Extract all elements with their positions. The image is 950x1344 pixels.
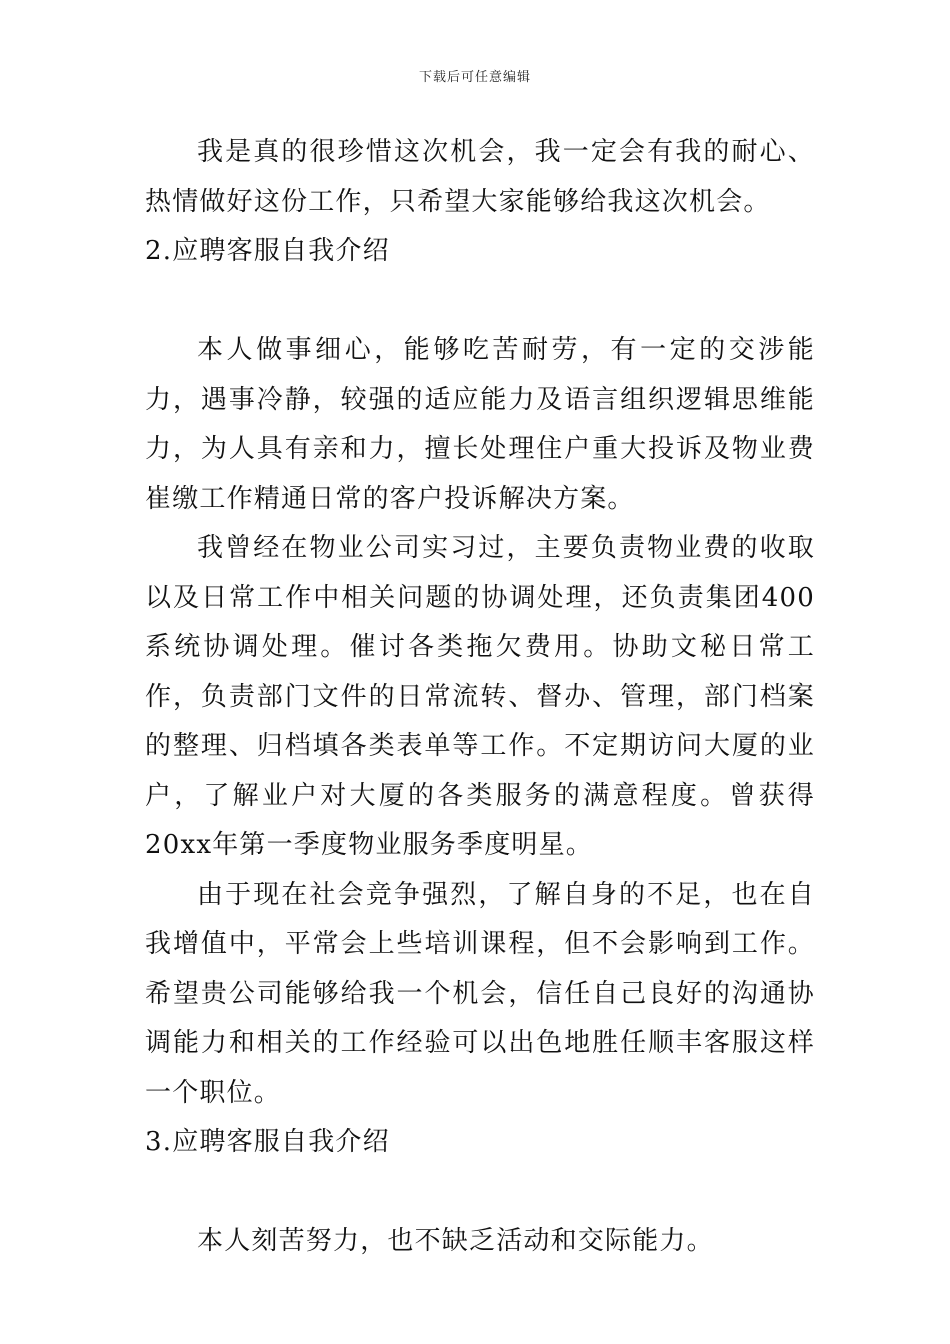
blank-line: [145, 277, 815, 327]
paragraph-1: 我是真的很珍惜这次机会，我一定会有我的耐心、热情做好这份工作，只希望大家能够给我这次机会。: [145, 137, 815, 217]
section-heading-2: 2.应聘客服自我介绍: [145, 236, 390, 266]
paragraph-4: 由于现在社会竞争强烈，了解自身的不足，也在自我增值中，平常会上些培训课程，但不会影响到工作。希望贵公司能够给我一个机会，信任自己良好的沟通协调能力和相关的工作经验可以出色地胜任顺丰客服这样一个职位。: [145, 879, 815, 1108]
blank-line: [145, 1168, 815, 1218]
document-body: [145, 128, 815, 1267]
paragraph-2: 本人做事细心，能够吃苦耐劳，有一定的交涉能力，遇事冷静，较强的适应能力及语言组织逻辑思维能力，为人具有亲和力，擅长处理住户重大投诉及物业费崔缴工作精通日常的客户投诉解决方案。: [145, 335, 815, 514]
paragraph-3: 我曾经在物业公司实习过，主要负责物业费的收取以及日常工作中相关问题的协调处理，还负责集团400系统协调处理。催讨各类拖欠费用。协助文秘日常工作，负责部门文件的日常流转、督办、管理，部门档案的整理、归档填各类表单等工作。不定期访问大厦的业户，了解业户对大厦的各类服务的满意程度。曾获得20xx年第一季度物业服务季度明星。: [145, 533, 815, 860]
paragraph-5: 本人刻苦努力，也不缺乏活动和交际能力。: [197, 1226, 714, 1256]
section-heading-3: 3.应聘客服自我介绍: [145, 1127, 390, 1157]
header-note: 下载后可任意编辑: [418, 70, 531, 85]
